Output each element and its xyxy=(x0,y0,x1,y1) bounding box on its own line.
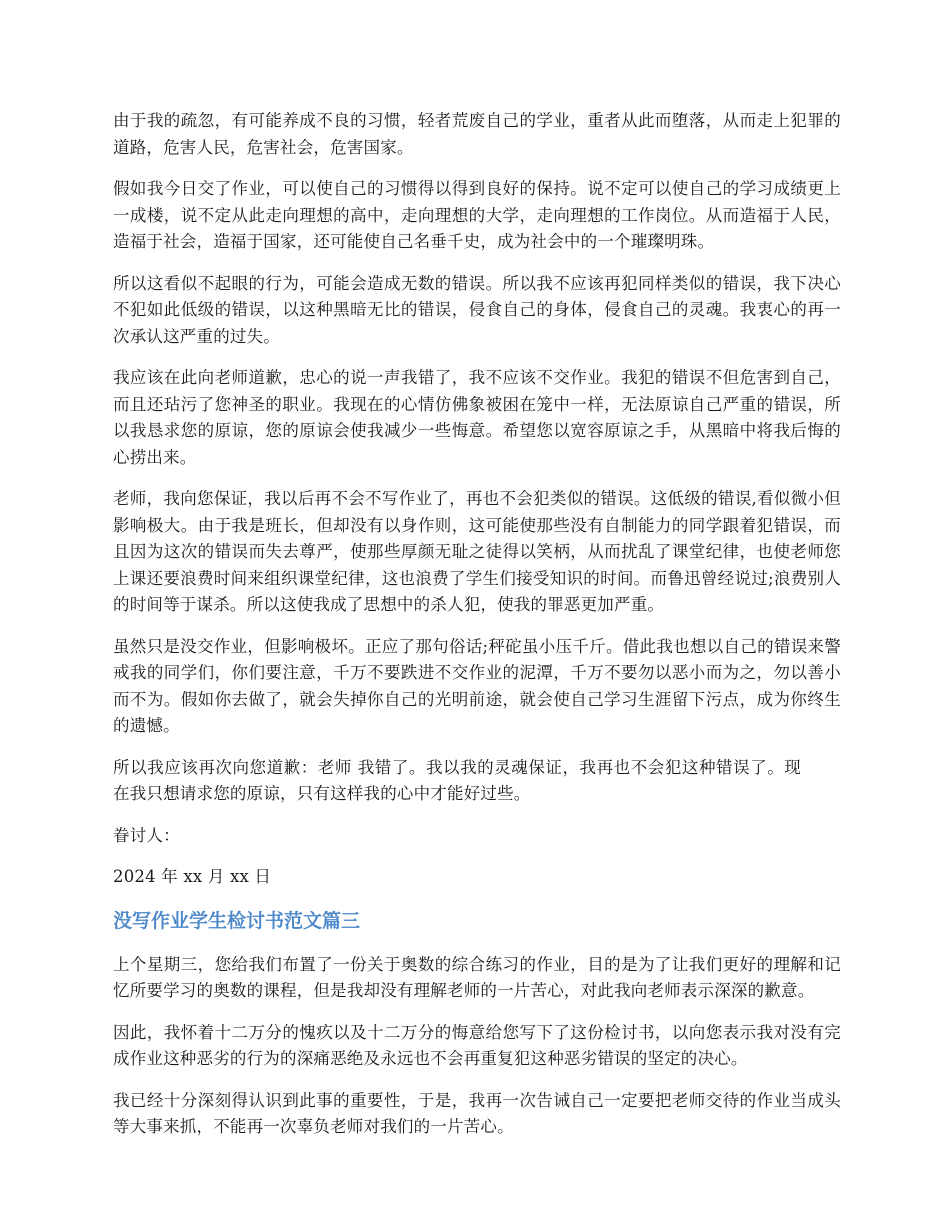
document-page xyxy=(113,108,841,1156)
paragraph: 老师，我向您保证，我以后再不会不写作业了，再也不会犯类似的错误。这低级的错误,看似微小但影响极大。由于我是班长，但却没有以身作则，这可能使那些没有自制能力的同学跟着犯错误，而且因为这次的错误而失去尊严，使那些厚颜无耻之徒得以笑柄，从而扰乱了课堂纪律，也使老师您上课还要浪费时间来组织课堂纪律，这也浪费了学生们接受知识的时间。而鲁迅曾经说过;浪费别人的时间等于谋杀。所以这使我成了思想中的杀人犯，使我的罪恶更加严重。 xyxy=(113,489,841,614)
paragraph: 所以我应该再次向您道歉：老师 我错了。我以我的灵魂保证，我再也不会犯这种错误了。现在我只想请求您的原谅，只有这样我的心中才能好过些。 xyxy=(113,757,801,803)
section-heading: 没写作业学生检讨书范文篇三 xyxy=(113,909,361,932)
paragraph: 因此，我怀着十二万分的愧疚以及十二万分的悔意给您写下了这份检讨书，以向您表示我对没有完成作业这种恶劣的行为的深痛恶绝及永远也不会再重复犯这种恶劣错误的坚定的决心。 xyxy=(113,1022,841,1068)
paragraph: 上个星期三，您给我们布置了一份关于奥数的综合练习的作业，目的是为了让我们更好的理解和记忆所要学习的奥数的课程，但是我却没有理解老师的一片苦心，对此我向老师表示深深的歉意。 xyxy=(113,954,841,1000)
signature-label: 眷讨人： xyxy=(113,825,180,845)
paragraph: 我应该在此向老师道歉，忠心的说一声我错了，我不应该不交作业。我犯的错误不但危害到自己，而且还玷污了您神圣的职业。我现在的心情仿佛象被困在笼中一样，无法原谅自己严重的错误，所以我恳求您的原谅，您的原谅会使我减少一些悔意。希望您以宽容原谅之手，从黑暗中将我后悔的心捞出来。 xyxy=(113,368,841,467)
paragraph: 由于我的疏忽，有可能养成不良的习惯，轻者荒废自己的学业，重者从此而堕落，从而走上犯罪的道路，危害人民，危害社会，危害国家。 xyxy=(113,111,841,157)
paragraph: 虽然只是没交作业，但影响极坏。正应了那句俗话;秤砣虽小压千斤。借此我也想以自己的错误来警戒我的同学们，你们要注意，千万不要跌进不交作业的泥潭，千万不要勿以恶小而为之，勿以善小而不为。假如你去做了，就会失掉你自己的光明前途，就会使自己学习生涯留下污点，成为你终生的遗憾。 xyxy=(113,636,841,735)
paragraph: 我已经十分深刻得认识到此事的重要性，于是，我再一次告诫自己一定要把老师交待的作业当成头等大事来抓，不能再一次辜负老师对我们的一片苦心。 xyxy=(113,1090,841,1136)
paragraph: 假如我今日交了作业，可以使自己的习惯得以得到良好的保持。说不定可以使自己的学习成绩更上一成楼，说不定从此走向理想的高中，走向理想的大学，走向理想的工作岗位。从而造福于人民，造福于社会，造福于国家，还可能使自己名垂千史，成为社会中的一个璀璨明珠。 xyxy=(113,179,841,251)
paragraph: 所以这看似不起眼的行为，可能会造成无数的错误。所以我不应该再犯同样类似的错误，我下决心不犯如此低级的错误，以这种黑暗无比的错误，侵食自己的身体，侵食自己的灵魂。我衷心的再一次承认这严重的过失。 xyxy=(113,273,841,346)
date-line: 2024 年 xx 月 xx 日 xyxy=(113,867,272,886)
